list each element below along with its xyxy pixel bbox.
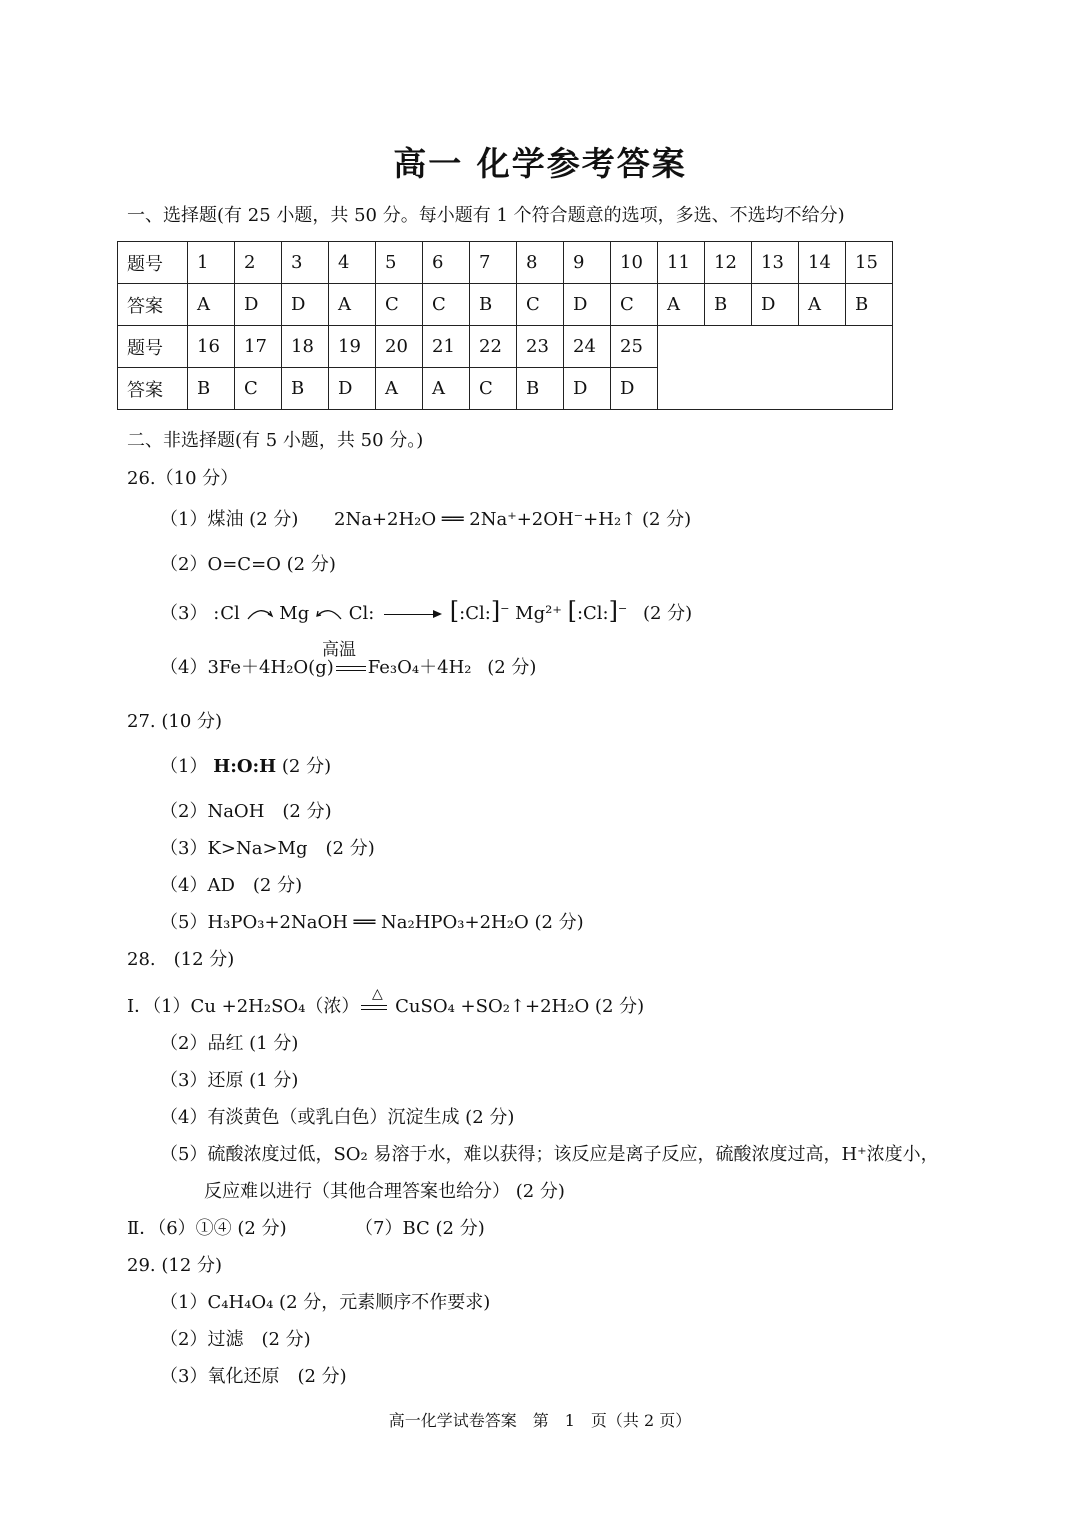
answer-cell: C xyxy=(470,368,517,410)
row-label: 题号 xyxy=(118,242,188,284)
q29-answer-3: （3）氧化还原 (2 分) xyxy=(160,1366,347,1387)
q29-answer-1: （1）C₄H₄O₄ (2 分，元素顺序不作要求) xyxy=(160,1292,491,1313)
chlorine-ion-symbol: Cl xyxy=(465,603,485,624)
q26-answer-1-label: （1）煤油 (2 分) xyxy=(160,509,299,530)
table-row xyxy=(118,284,893,326)
answer-cell: C xyxy=(611,284,658,326)
answer-cell: B xyxy=(846,284,893,326)
question-number: 19 xyxy=(329,326,376,368)
magnesium-symbol: Mg xyxy=(279,603,310,624)
row-label: 题号 xyxy=(118,326,188,368)
q26-answer-4 xyxy=(160,656,536,680)
question-number: 20 xyxy=(376,326,423,368)
answer-cell: A xyxy=(423,368,470,410)
question-number: 3 xyxy=(282,242,329,284)
q26-answer-1-equation: 2Na+2H₂O ══ 2Na⁺+2OH⁻+H₂↑ (2 分) xyxy=(334,509,692,530)
q28-header: 28. (12 分) xyxy=(127,949,235,970)
answer-cell: D xyxy=(329,368,376,410)
electron-transfer-arrow-icon xyxy=(246,606,274,622)
answer-cell: A xyxy=(188,284,235,326)
q28-answer-1-reactants: Ⅰ．（1）Cu +2H₂SO₄（浓） xyxy=(127,996,360,1017)
answer-cell: A xyxy=(376,368,423,410)
q28-answer-3: （3）还原 (1 分) xyxy=(160,1070,299,1091)
answer-cell: B xyxy=(470,284,517,326)
q27-answer-3: （3）K>Na>Mg (2 分) xyxy=(160,838,375,859)
q28-answer-4: （4）有淡黄色（或乳白色）沉淀生成 (2 分) xyxy=(160,1107,515,1128)
answer-cell: D xyxy=(564,284,611,326)
q28-condition-heat: △ xyxy=(372,986,383,1002)
q26-answer-2: （2）O=C=O (2 分) xyxy=(160,554,336,575)
answer-cell: A xyxy=(658,284,705,326)
question-number: 14 xyxy=(799,242,846,284)
chlorine-symbol: Cl xyxy=(220,603,240,624)
row-label: 答案 xyxy=(118,368,188,410)
q27-answer-2: （2）NaOH (2 分) xyxy=(160,801,332,822)
question-number: 5 xyxy=(376,242,423,284)
equals-sign-icon xyxy=(361,1005,387,1010)
equals-sign-icon xyxy=(336,666,366,671)
water-electron-formula: H:O:H xyxy=(213,756,277,777)
q26-answer-3-label: （3） xyxy=(160,603,208,624)
question-number: 12 xyxy=(705,242,752,284)
q28-answer-2: （2）品红 (1 分) xyxy=(160,1033,299,1054)
q29-header: 29. (12 分) xyxy=(127,1255,223,1276)
q28-answer-1-products: CuSO₄ +SO₂↑+2H₂O (2 分) xyxy=(395,996,645,1017)
row-label: 答案 xyxy=(118,284,188,326)
table-row xyxy=(118,326,893,368)
question-number: 13 xyxy=(752,242,799,284)
q26-answer-4-products: Fe₃O₄＋4H₂ xyxy=(367,657,472,678)
answer-cell: D xyxy=(611,368,658,410)
chlorine-symbol: Cl xyxy=(348,603,369,624)
section-1-heading: 一、选择题(有 25 小题，共 50 分。每小题有 1 个符合题意的选项，多选、不选均不给分) xyxy=(127,205,845,226)
answer-cell: B xyxy=(517,368,564,410)
question-number: 9 xyxy=(564,242,611,284)
question-number: 16 xyxy=(188,326,235,368)
q28-answer-1 xyxy=(127,995,644,1019)
question-number: 23 xyxy=(517,326,564,368)
question-number: 11 xyxy=(658,242,705,284)
table-row xyxy=(118,242,893,284)
answer-cell: D xyxy=(235,284,282,326)
answer-cell: A xyxy=(329,284,376,326)
q26-answer-4-score: (2 分) xyxy=(487,657,537,678)
question-number: 6 xyxy=(423,242,470,284)
q28-answer-5-line-2: 反应难以进行（其他合理答案也给分） (2 分) xyxy=(204,1181,565,1202)
q29-answer-2: （2）过滤 (2 分) xyxy=(160,1329,311,1350)
question-number: 18 xyxy=(282,326,329,368)
page-title: 高一 化学参考答案 xyxy=(393,144,687,183)
q26-header: 26.（10 分） xyxy=(127,468,239,489)
section-2-heading: 二、非选择题(有 5 小题，共 50 分。) xyxy=(127,430,424,451)
q26-answer-3-score: (2 分) xyxy=(642,603,693,624)
question-number: 22 xyxy=(470,326,517,368)
answer-cell: C xyxy=(517,284,564,326)
q27-answer-1-label: （1） xyxy=(160,756,208,777)
answer-cell: D xyxy=(752,284,799,326)
page-footer: 高一化学试卷答案 第 1 页（共 2 页） xyxy=(388,1411,692,1430)
q26-condition-high-temp: 高温 xyxy=(322,640,356,660)
question-number: 10 xyxy=(611,242,658,284)
question-number: 4 xyxy=(329,242,376,284)
answer-cell: A xyxy=(799,284,846,326)
answer-cell: C xyxy=(235,368,282,410)
answer-cell: D xyxy=(564,368,611,410)
chlorine-ion-symbol: Cl xyxy=(583,603,603,624)
question-number: 21 xyxy=(423,326,470,368)
question-number: 15 xyxy=(846,242,893,284)
answer-cell: D xyxy=(282,284,329,326)
q27-answer-1-score: (2 分) xyxy=(281,756,332,777)
answer-cell: B xyxy=(188,368,235,410)
question-number: 7 xyxy=(470,242,517,284)
reaction-arrow-icon xyxy=(384,614,440,615)
answer-cell: B xyxy=(705,284,752,326)
q26-answer-3: （3） :Cl Mg Cl: [:Cl:]− Mg²⁺ [:Cl:]− (2 分) xyxy=(160,597,693,625)
q27-answer-1 xyxy=(160,755,331,779)
q27-answer-5: （5）H₃PO₃+2NaOH ══ Na₂HPO₃+2H₂O (2 分) xyxy=(160,912,584,933)
question-number: 1 xyxy=(188,242,235,284)
answer-cell: B xyxy=(282,368,329,410)
question-number: 25 xyxy=(611,326,658,368)
q28-answer-6: Ⅱ．（6）①④ (2 分) xyxy=(127,1218,287,1239)
answer-table xyxy=(117,241,893,410)
answer-cell: C xyxy=(376,284,423,326)
question-number: 2 xyxy=(235,242,282,284)
electron-transfer-arrow-icon xyxy=(315,606,343,622)
answer-cell: C xyxy=(423,284,470,326)
question-number: 8 xyxy=(517,242,564,284)
q26-answer-4-reactants: （4）3Fe＋4H₂O(g) xyxy=(160,657,334,678)
question-number: 24 xyxy=(564,326,611,368)
q28-answer-5-line-1: （5）硫酸浓度过低，SO₂ 易溶于水，难以获得；该反应是离子反应，硫酸浓度过高，H⁺浓度小， xyxy=(160,1144,939,1165)
empty-cell xyxy=(658,326,893,410)
q27-header: 27. (10 分) xyxy=(127,711,223,732)
q28-answer-7: （7）BC (2 分) xyxy=(355,1218,485,1239)
q27-answer-4: （4）AD (2 分) xyxy=(160,875,303,896)
magnesium-ion-symbol: Mg²⁺ xyxy=(515,603,562,624)
question-number: 17 xyxy=(235,326,282,368)
